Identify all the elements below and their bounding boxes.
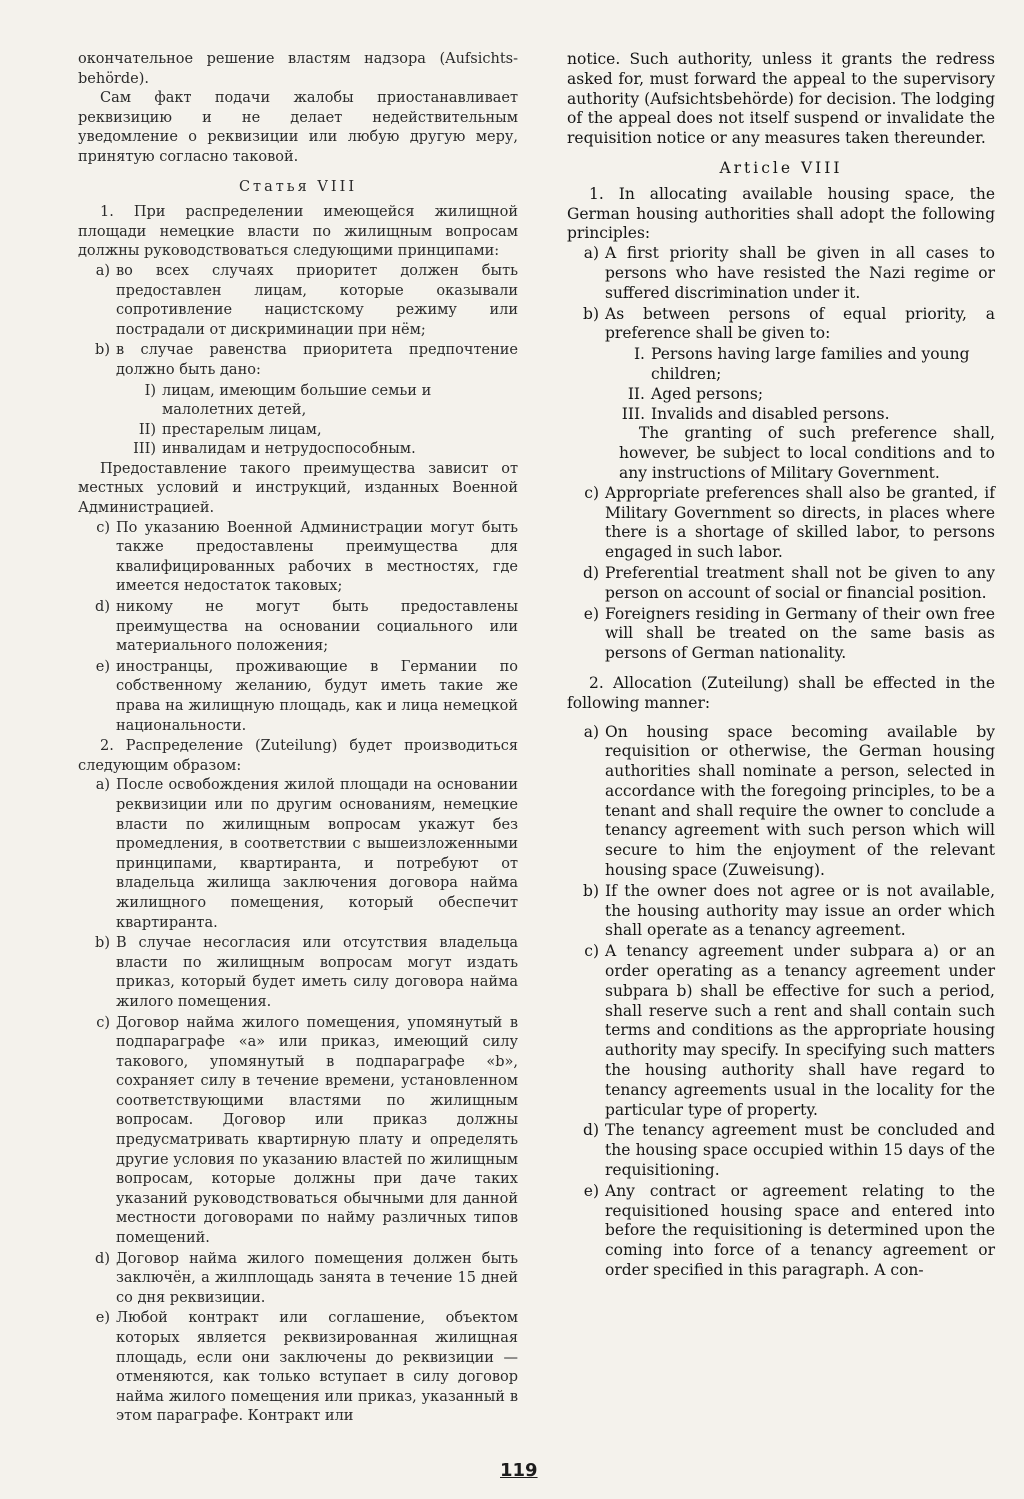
item-text: A first priority shall be given in all cases to persons who have resisted the Nazi regime or suffered discrimination under it. [605, 244, 995, 302]
paragraph: 2. Распределение (Zuteilung) будет производиться следующим образом: [78, 738, 518, 774]
item-label: c) [96, 519, 110, 536]
sub-item [567, 345, 995, 385]
list-item [567, 882, 995, 941]
list-item [78, 341, 518, 380]
item-label: c) [584, 942, 599, 961]
paragraph: Предоставление такого преимущества зависит от местных условий и инструкций, изданных Военной Администрацией. [78, 460, 518, 517]
list-item [78, 934, 518, 1012]
list-item [567, 1121, 995, 1180]
item-label: a) [95, 262, 110, 279]
item-label: e) [583, 1181, 599, 1200]
item-text: As between persons of equal priority, a preference shall be given to: [605, 304, 995, 343]
item-text: во всех случаях приоритет должен быть предоставлен лицам, которые оказывали сопротивление нацистскому режиму или пострадали от дискриминации при нём; [116, 262, 518, 338]
paragraph: notice. Such authority, unless it grants the redress asked for, must forward the appeal to the supervisory authority (Aufsichtsbehörde) for decision. The lodging of the appeal does not itself suspend or invalidate the requisition notice or any measures taken thereunder. [567, 50, 995, 148]
sub-item-label: III. [621, 404, 645, 423]
sub-item [567, 405, 995, 425]
sub-item-text: Persons having large families and young children; [651, 345, 970, 383]
paragraph: Сам факт подачи жалобы приостанавливает реквизицию и не делает недействительным уведомление о реквизиции или любую другую меру, принятую согласно таковой. [78, 90, 518, 165]
item-text: Appropriate preferences shall also be granted, if Military Government so directs, in places where there is a shortage of skilled labor, to persons engaged in such labor. [605, 483, 995, 562]
item-text: Preferential treatment shall not be given to any person on account of social or financial position. [605, 563, 995, 602]
item-label: e) [583, 604, 599, 623]
item-label: d) [583, 563, 599, 582]
list-item [78, 658, 518, 736]
item-text: Foreigners residing in Germany of their own free will shall be treated on the same basis as persons of German nationality. [605, 604, 995, 663]
article-heading: Статья VIII [238, 178, 358, 195]
sub-item [78, 440, 518, 460]
item-text: По указанию Военной Администрации могут быть также предоставлены преимущества для квалифицированных рабочих в местностях, где имеется недостаток таковых; [116, 519, 518, 595]
item-label: d) [583, 1121, 599, 1140]
sub-item-label: I) [144, 382, 156, 399]
item-label: a) [95, 777, 110, 794]
list-item [78, 776, 518, 933]
english-column [567, 50, 995, 1282]
item-label: b) [583, 304, 599, 323]
item-text: Договор найма жилого помещения, упомянутый в подпараграфе «a» или приказ, имеющий силу такового, упомянутый в подпараграфе «b», сохраняет силу в течение времени, установленном соответствующими властями по жилищным вопросам. Договор или приказ должны предусматривать квартирную плату и определять другие условия по указанию властей по жилищным вопросам, которые должны при даче таких указаний руководствоваться обычными для данной местности договорами по найму различных типов помещений. [116, 1014, 518, 1247]
item-label: b) [95, 935, 110, 952]
list-item [567, 564, 995, 604]
item-label: e) [95, 658, 110, 675]
sub-item [78, 382, 518, 421]
list-item [567, 605, 995, 664]
list-item [567, 1182, 995, 1281]
list-item [78, 1250, 518, 1309]
item-text: иностранцы, проживающие в Германии по собственному желанию, будут иметь такие же права на жилищную площадь, как и лица немецкой национальности. [116, 658, 518, 734]
sub-item-label: III) [133, 441, 156, 458]
sub-item-label: II) [138, 421, 156, 438]
list-item [567, 484, 995, 563]
item-label: a) [583, 722, 599, 741]
sub-item-text: престарелым лицам, [162, 421, 322, 438]
item-text: в случае равенства приоритета предпочтение должно быть дано: [116, 342, 518, 378]
item-label: b) [583, 881, 599, 900]
list-item [78, 1014, 518, 1249]
item-text: После освобождения жилой площади на основании реквизиции или по другим основаниям, немецкие власти по жилищным вопросам укажут без промедления, в соответствии с вышеизложенными принципами, квартиранта, и потребуют от владельца жилища заключения договора найма жилищного помещения, который обеспечит квартиранта. [116, 777, 518, 931]
sub-item-label: II. [627, 384, 645, 403]
item-label: c) [96, 1014, 110, 1031]
item-label: a) [583, 244, 599, 263]
article-heading: Article VIII [719, 158, 843, 177]
list-item [78, 1309, 518, 1427]
sub-item-text: инвалидам и нетрудоспособным. [162, 441, 416, 458]
sub-item [78, 421, 518, 441]
item-label: b) [95, 342, 110, 359]
list-item [567, 305, 995, 345]
paragraph: The granting of such preference shall, however, be subject to local conditions and to any instructions of Military Government. [619, 424, 995, 482]
sub-item [567, 385, 995, 405]
sub-item-text: лицам, имеющим большие семьи и малолетних детей, [162, 382, 432, 419]
paragraph: 2. Allocation (Zuteilung) shall be effected in the following manner: [567, 673, 995, 712]
item-text: Any contract or agreement relating to the requisitioned housing space and entered into before the requisitioning is determined upon the coming into force of a tenancy agreement or order specified in this paragraph. A con- [605, 1181, 995, 1280]
item-label: c) [584, 483, 599, 502]
item-text: On housing space becoming available by requisition or otherwise, the German housing authorities shall nominate a person, selected in accordance with the foregoing principles, to be a tenant and shall require the owner to conclude a tenancy agreement with such person which will secure to him the enjoyment of the relevant housing space (Zuweisung). [605, 722, 995, 880]
item-label: e) [95, 1310, 110, 1327]
paragraph: 1. При распределении имеющейся жилищной площади немецкие власти по жилищным вопросам должны руководствоваться следующими принципами: [78, 204, 518, 260]
item-text: A tenancy agreement under subpara a) or an order operating as a tenancy agreement under subpara b) shall be effective for such a period, shall reserve such a rent and shall contain such terms and conditions as the appropriate housing authority may specify. In specifying such matters the housing authority shall have regard to tenancy agreements usual in the locality for the particular type of property. [605, 942, 995, 1119]
paragraph: 1. In allocating available housing space, the German housing authorities shall adopt the following principles: [567, 184, 995, 243]
list-item [78, 598, 518, 657]
russian-column [78, 50, 518, 1428]
item-text: Любой контракт или соглашение, объектом которых является реквизированная жилищная площадь, если они заключены до реквизиции — отменяются, как только вступает в силу договор найма жилого помещения или приказ, указанный в этом параграфе. Контракт или [116, 1310, 518, 1425]
list-item [78, 262, 518, 340]
paragraph: окончательное решение властям надзора (Aufsichts-behörde). [78, 51, 518, 87]
list-item [567, 244, 995, 303]
item-label: d) [95, 599, 110, 616]
sub-item-text: Aged persons; [651, 384, 764, 403]
page-number: 119 [500, 1460, 538, 1481]
item-label: d) [95, 1250, 110, 1267]
sub-item-label: I. [633, 345, 645, 364]
list-item [78, 519, 518, 597]
item-text: В случае несогласия или отсутствия владельца власти по жилищным вопросам могут издать приказ, который будет иметь силу договора найма жилого помещения. [116, 935, 518, 1010]
item-text: Договор найма жилого помещения должен быть заключён, а жилплощадь занята в течение 15 дней со дня реквизиции. [116, 1250, 518, 1306]
item-text: никому не могут быть предоставлены преимущества на основании социального или материального положения; [116, 599, 518, 655]
list-item [567, 723, 995, 881]
sub-item-text: Invalids and disabled persons. [651, 404, 890, 423]
item-text: The tenancy agreement must be concluded and the housing space occupied within 15 days of the requisitioning. [605, 1121, 995, 1180]
list-item [567, 942, 995, 1120]
item-text: If the owner does not agree or is not available, the housing authority may issue an order which shall operate as a tenancy agreement. [605, 881, 995, 940]
